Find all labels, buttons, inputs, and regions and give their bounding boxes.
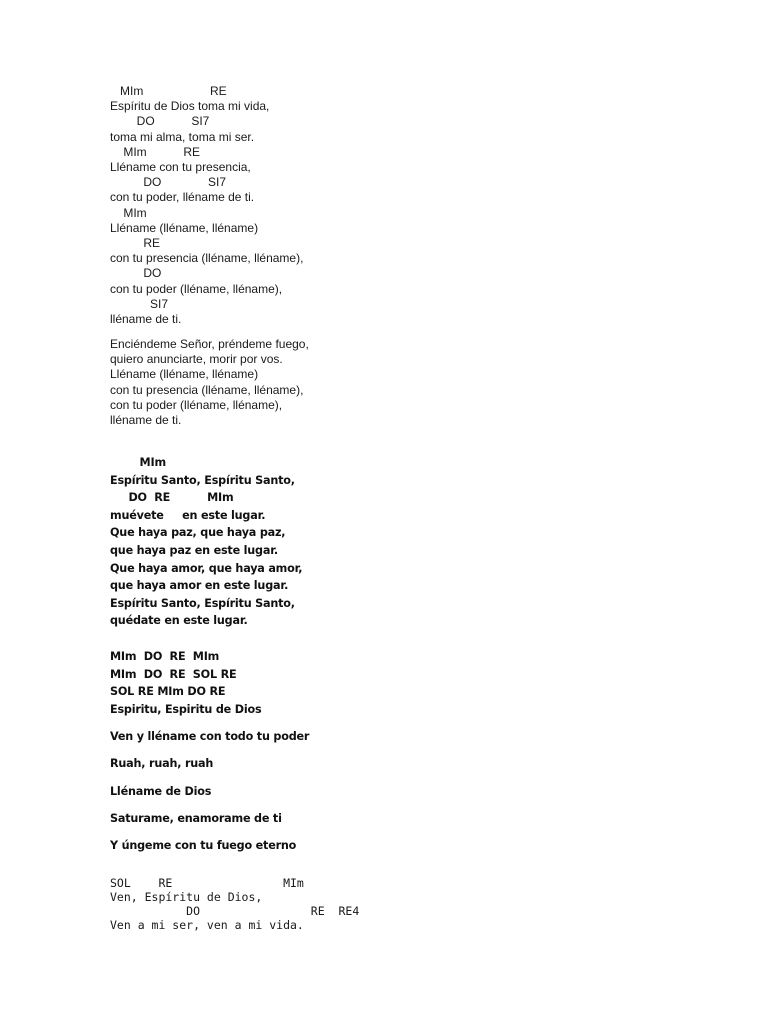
verse-lyrics-block [110,337,309,428]
bridge-line: Lléname de Dios [110,785,212,798]
lyric-line: Espíritu Santo, Espíritu Santo, [110,473,295,487]
lyric-line: Lléname (lléname, lléname) [110,367,259,382]
bridge-line: Ruah, ruah, ruah [110,757,214,770]
chord-line: RE [110,236,161,251]
lyric-line: quédate en este lugar. [110,614,248,628]
lyric-line: con tu presencia (lléname, lléname), [110,251,304,266]
chord-line: DO SI7 [110,114,210,129]
lyric-line: Espiritu, Espiritu de Dios [110,702,262,716]
lyric-line: con tu poder (lléname, lléname), [110,281,283,296]
lyric-line: con tu poder (lléname, lléname), [110,397,283,412]
chord-line: SOL RE MIm [110,876,304,890]
lyric-line: lléname de ti. [110,312,182,327]
lyric-line: Espíritu Santo, Espíritu Santo, [110,596,295,610]
lyric-line: muévete en este lugar. [110,508,266,522]
final-verse-block [110,876,359,932]
chord-line: MIm RE [110,84,227,98]
lyric-line: Lléname (lléname, lléname) [110,220,259,235]
chord-line: DO RE MIm [110,491,234,505]
chord-line: DO [110,266,162,281]
chord-line: SI7 [110,296,169,311]
lyric-line: toma mi alma, toma mi ser. [110,129,255,144]
chord-line: MIm [110,456,166,469]
chord-line: MIm DO RE SOL RE [110,667,237,681]
chord-line: DO SI7 [110,175,227,190]
chord-line: MIm DO RE MIm [110,650,220,663]
chord-line: DO RE RE4 [110,904,360,918]
bridge-line: Saturame, enamorame de ti [110,812,282,825]
lyric-line: Que haya amor, que haya amor, [110,561,303,575]
chord-line: SOL RE MIm DO RE [110,685,226,699]
lyric-line: Enciéndeme Señor, préndeme fuego, [110,337,309,351]
lyric-line: quiero anunciarte, morir por vos. [110,352,283,367]
lyric-line: Lléname con tu presencia, [110,160,251,175]
lyric-line: Que haya paz, que haya paz, [110,526,286,540]
lyric-line: que haya paz en este lugar. [110,543,278,557]
lyric-line: Ven, Espíritu de Dios, [110,890,263,904]
bridge-line: Y úngeme con tu fuego eterno [110,839,297,852]
lyric-line: que haya amor en este lugar. [110,579,289,593]
verse-chords-block [110,84,303,327]
chord-line: MIm [110,205,147,220]
lyric-line: lléname de ti. [110,413,182,428]
chord-line: MIm RE [110,144,201,159]
bridge-line: Ven y lléname con todo tu poder [110,730,310,743]
lyric-line: Ven a mi ser, ven a mi vida. [110,918,304,932]
chord-progression-block [110,648,261,718]
lyric-line: con tu poder, lléname de ti. [110,190,255,205]
lyric-line: Espíritu de Dios toma mi vida, [110,99,270,114]
chorus-block [110,454,302,630]
lyric-line: con tu presencia (lléname, lléname), [110,382,304,397]
